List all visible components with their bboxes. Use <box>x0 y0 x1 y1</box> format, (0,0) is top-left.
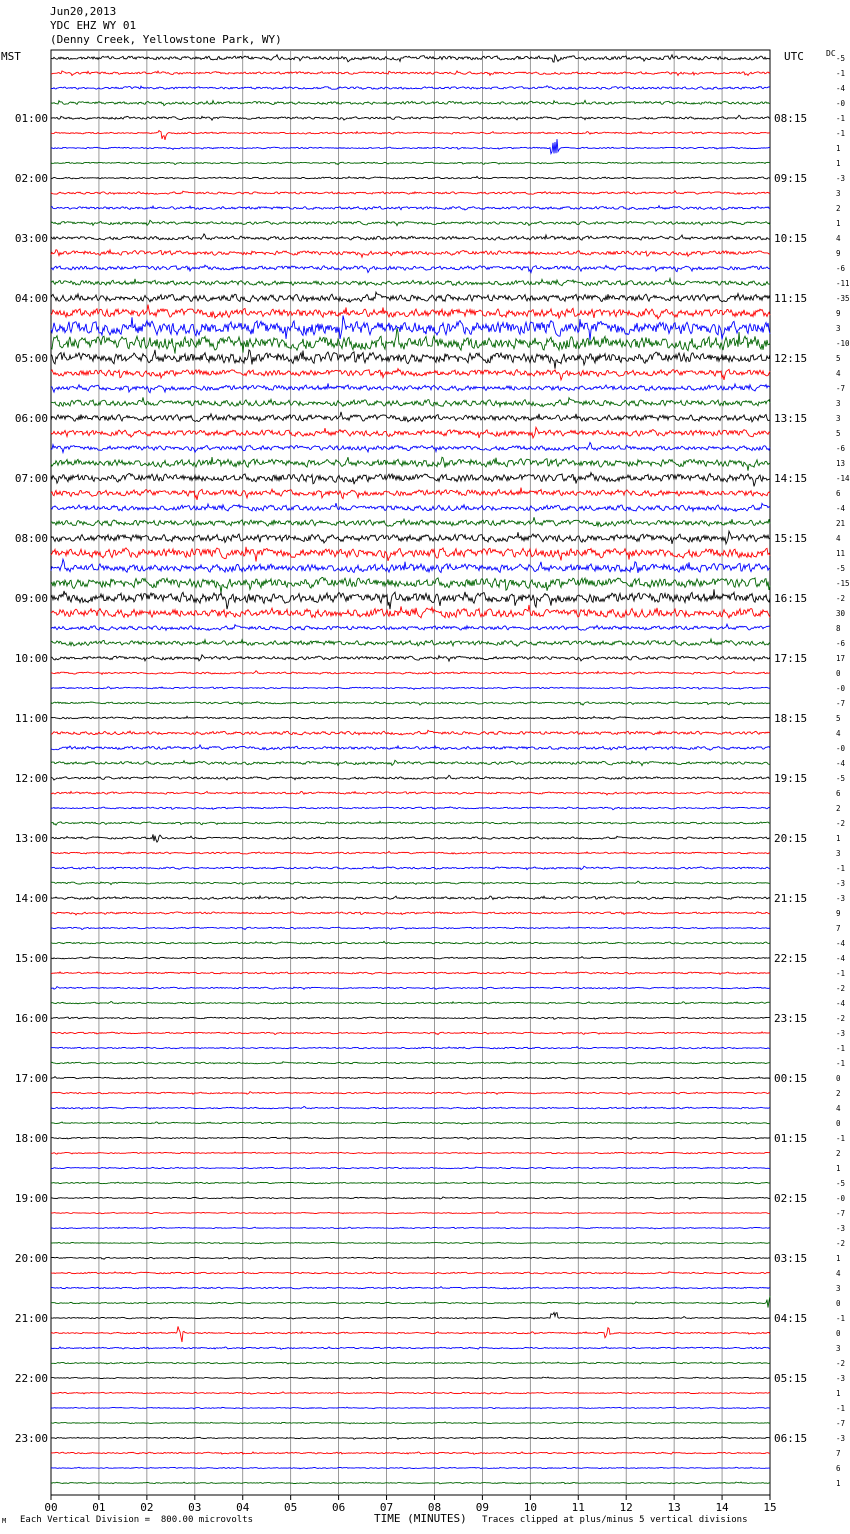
dc-label: DC <box>826 49 836 58</box>
left-time-label: 04:00 <box>14 292 48 305</box>
x-tick-label: 07 <box>379 1501 394 1514</box>
trace-row-37 <box>51 605 770 618</box>
clip-note: Traces clipped at plus/minus 5 vertical divisions <box>482 1515 748 1525</box>
dc-offset-label: -3 <box>836 879 846 888</box>
dc-offset-label: -5 <box>836 774 846 783</box>
dc-offset-label: 4 <box>836 369 841 378</box>
trace-row-62 <box>51 987 770 990</box>
trace-row-76 <box>51 1197 770 1199</box>
right-time-label: 06:15 <box>774 1432 808 1445</box>
x-tick-label: 02 <box>140 1501 154 1514</box>
dc-offset-label: -2 <box>836 1014 846 1023</box>
trace-row-63 <box>51 1001 770 1004</box>
dc-offset-label: 3 <box>836 414 841 423</box>
trace-row-3 <box>51 100 770 105</box>
dc-offset-label: 1 <box>836 219 841 228</box>
dc-offset-label: -7 <box>836 1419 846 1428</box>
dc-offset-label: -7 <box>836 1209 846 1218</box>
left-time-label: 02:00 <box>14 172 48 185</box>
dc-offset-label: -6 <box>836 264 846 273</box>
left-time-label: 21:00 <box>14 1312 48 1325</box>
trace-row-24 <box>51 412 770 422</box>
right-time-label: 21:15 <box>774 892 808 905</box>
dc-offset-label: -4 <box>836 939 846 948</box>
right-time-label: 04:15 <box>774 1312 808 1325</box>
trace-row-78 <box>51 1227 770 1229</box>
left-time-label: 20:00 <box>14 1252 48 1265</box>
dc-offset-label: 2 <box>836 1149 841 1158</box>
dc-offset-label: -2 <box>836 819 846 828</box>
left-time-label: 11:00 <box>14 712 48 725</box>
dc-offset-label: -4 <box>836 999 846 1008</box>
left-timezone-label: MST <box>1 50 21 63</box>
x-tick-label: 10 <box>523 1501 537 1514</box>
trace-row-85 <box>51 1326 770 1342</box>
dc-offset-label: 1 <box>836 834 841 843</box>
dc-offset-label: -4 <box>836 954 846 963</box>
left-time-label: 06:00 <box>14 412 48 425</box>
trace-row-47 <box>51 760 770 765</box>
left-time-label: 01:00 <box>14 112 48 125</box>
left-time-label: 14:00 <box>14 892 48 905</box>
dc-offset-label: -3 <box>836 1029 846 1038</box>
dc-offset-label: 1 <box>836 159 841 168</box>
x-tick-label: 14 <box>715 1501 729 1514</box>
trace-row-15 <box>51 279 770 286</box>
dc-offset-label: -1 <box>836 864 846 873</box>
trace-row-57 <box>51 912 770 915</box>
scale-note: Each Vertical Division = 800.00 microvolts <box>20 1515 253 1525</box>
right-time-label: 03:15 <box>774 1252 808 1265</box>
dc-offset-label: -6 <box>836 639 846 648</box>
dc-offset-label: -1 <box>836 129 846 138</box>
trace-row-64 <box>51 1017 770 1019</box>
dc-offset-label: 30 <box>836 609 846 618</box>
dc-offset-label: 2 <box>836 204 841 213</box>
trace-row-82 <box>51 1287 770 1289</box>
dc-offset-label: 6 <box>836 489 841 498</box>
dc-offset-label: -2 <box>836 1239 846 1248</box>
left-time-label: 13:00 <box>14 832 48 845</box>
trace-row-5 <box>51 131 770 140</box>
dc-offset-label: -3 <box>836 174 846 183</box>
dc-offset-label: -2 <box>836 1359 846 1368</box>
dc-offset-label: 3 <box>836 324 841 333</box>
trace-row-94 <box>51 1467 770 1469</box>
x-tick-label: 09 <box>475 1501 490 1514</box>
dc-offset-label: 9 <box>836 909 841 918</box>
trace-row-56 <box>51 896 770 900</box>
dc-offset-label: -14 <box>836 474 850 483</box>
trace-row-72 <box>51 1137 770 1139</box>
left-time-label: 08:00 <box>14 532 48 545</box>
right-time-label: 15:15 <box>774 532 808 545</box>
dc-offset-label: 7 <box>836 1449 841 1458</box>
x-axis-title: TIME (MINUTES) <box>374 1512 467 1525</box>
dc-offset-label: -0 <box>836 744 846 753</box>
seismogram-traces <box>51 55 770 1484</box>
trace-row-25 <box>51 427 770 438</box>
trace-row-48 <box>51 775 770 780</box>
dc-offset-label: -5 <box>836 564 846 573</box>
trace-row-29 <box>51 488 770 500</box>
trace-row-16 <box>51 292 770 302</box>
trace-row-75 <box>51 1182 770 1184</box>
x-tick-label: 06 <box>331 1501 346 1514</box>
right-time-label: 02:15 <box>774 1192 808 1205</box>
dc-offset-label: 4 <box>836 534 841 543</box>
dc-offset-label: 6 <box>836 789 841 798</box>
trace-row-84 <box>51 1313 770 1320</box>
dc-offset-label: -11 <box>836 279 850 288</box>
trace-row-54 <box>51 866 770 869</box>
trace-row-87 <box>51 1362 770 1364</box>
dc-offset-label: 0 <box>836 1299 841 1308</box>
trace-row-38 <box>51 624 770 630</box>
trace-row-27 <box>51 457 770 471</box>
trace-row-20 <box>51 350 770 369</box>
dc-offset-label: 1 <box>836 144 841 153</box>
location-title: (Denny Creek, Yellowstone Park, WY) <box>50 33 282 46</box>
trace-row-28 <box>51 473 770 487</box>
left-time-label: 07:00 <box>14 472 48 485</box>
dc-offset-label: 4 <box>836 729 841 738</box>
left-time-label: 05:00 <box>14 352 48 365</box>
dc-offset-label: 3 <box>836 1284 841 1293</box>
trace-row-44 <box>51 716 770 719</box>
right-time-label: 23:15 <box>774 1012 808 1025</box>
right-time-label: 17:15 <box>774 652 808 665</box>
trace-row-39 <box>51 639 770 646</box>
trace-row-61 <box>51 972 770 975</box>
trace-row-7 <box>51 162 770 165</box>
dc-offset-label: -7 <box>836 384 846 393</box>
dc-offset-label: -4 <box>836 759 846 768</box>
dc-offset-label: -4 <box>836 504 846 513</box>
dc-offset-label: -1 <box>836 1044 846 1053</box>
trace-row-59 <box>51 941 770 944</box>
dc-offset-label: -1 <box>836 1404 846 1413</box>
left-time-label: 19:00 <box>14 1192 48 1205</box>
right-time-label: 12:15 <box>774 352 808 365</box>
dc-offset-label: -3 <box>836 1224 846 1233</box>
dc-offset-label: 1 <box>836 1389 841 1398</box>
trace-row-31 <box>51 517 770 526</box>
left-time-label: 23:00 <box>14 1432 48 1445</box>
trace-row-93 <box>51 1452 770 1454</box>
trace-row-0 <box>51 55 770 62</box>
right-time-label: 08:15 <box>774 112 808 125</box>
trace-row-11 <box>51 220 770 225</box>
left-time-label: 09:00 <box>14 592 48 605</box>
trace-row-70 <box>51 1106 770 1109</box>
x-tick-label: 13 <box>667 1501 681 1514</box>
dc-offset-label: -0 <box>836 99 846 108</box>
trace-row-60 <box>51 957 770 959</box>
trace-row-19 <box>51 328 770 354</box>
right-time-label: 20:15 <box>774 832 808 845</box>
trace-row-89 <box>51 1392 770 1394</box>
dc-offset-label: 0 <box>836 1329 841 1338</box>
dc-offset-label: -5 <box>836 54 846 63</box>
right-time-label: 19:15 <box>774 772 808 785</box>
trace-row-71 <box>51 1122 770 1124</box>
trace-row-68 <box>51 1077 770 1079</box>
trace-row-46 <box>51 745 770 750</box>
trace-row-69 <box>51 1092 770 1095</box>
left-time-label: 22:00 <box>14 1372 48 1385</box>
trace-row-6 <box>51 139 770 153</box>
dc-offset-label: -10 <box>836 339 850 348</box>
trace-row-81 <box>51 1272 770 1274</box>
left-time-label: 18:00 <box>14 1132 48 1145</box>
dc-offset-label: 1 <box>836 1479 841 1488</box>
right-time-label: 00:15 <box>774 1072 808 1085</box>
x-tick-label: 04 <box>236 1501 250 1514</box>
dc-offset-label: -1 <box>836 114 846 123</box>
right-time-label: 18:15 <box>774 712 808 725</box>
dc-offset-label: -1 <box>836 1314 846 1323</box>
trace-row-36 <box>51 589 770 609</box>
left-time-label: 03:00 <box>14 232 48 245</box>
dc-offset-label: -1 <box>836 69 846 78</box>
dc-offset-label: 8 <box>836 624 841 633</box>
trace-row-17 <box>51 305 770 319</box>
trace-row-92 <box>51 1437 770 1440</box>
dc-offset-label: -2 <box>836 594 846 603</box>
dc-offset-label: -35 <box>836 294 850 303</box>
right-time-label: 01:15 <box>774 1132 808 1145</box>
trace-row-10 <box>51 206 770 210</box>
dc-offset-label: 4 <box>836 1104 841 1113</box>
right-time-label: 22:15 <box>774 952 808 965</box>
right-time-label: 16:15 <box>774 592 808 605</box>
x-tick-label: 03 <box>188 1501 202 1514</box>
trace-row-83 <box>51 1296 770 1308</box>
dc-offset-label: 5 <box>836 354 841 363</box>
trace-row-52 <box>51 834 770 842</box>
dc-offset-label: 2 <box>836 804 841 813</box>
trace-row-30 <box>51 503 770 511</box>
dc-offset-label: -7 <box>836 699 846 708</box>
dc-offset-label: 17 <box>836 654 846 663</box>
dc-offset-label: 11 <box>836 549 846 558</box>
trace-row-79 <box>51 1242 770 1244</box>
trace-row-4 <box>51 115 770 120</box>
trace-row-86 <box>51 1347 770 1349</box>
trace-row-73 <box>51 1152 770 1154</box>
left-time-label: 15:00 <box>14 952 48 965</box>
dc-offset-label: -4 <box>836 84 846 93</box>
x-tick-label: 15 <box>763 1501 777 1514</box>
right-time-label: 09:15 <box>774 172 808 185</box>
trace-row-21 <box>51 369 770 380</box>
trace-row-1 <box>51 71 770 76</box>
x-tick-label: 11 <box>571 1501 585 1514</box>
dc-offset-label: 7 <box>836 924 841 933</box>
x-tick-label: 08 <box>427 1501 442 1514</box>
dc-offset-label: -3 <box>836 1374 846 1383</box>
trace-row-88 <box>51 1377 770 1379</box>
dc-offset-label: 5 <box>836 429 841 438</box>
x-tick-label: 00 <box>44 1501 58 1514</box>
dc-offset-label: -15 <box>836 579 850 588</box>
trace-row-67 <box>51 1062 770 1064</box>
dc-offset-label: 0 <box>836 669 841 678</box>
station-title: YDC EHZ WY 01 <box>50 19 137 32</box>
dc-offset-label: 3 <box>836 189 841 198</box>
dc-offset-label: -3 <box>836 1434 846 1443</box>
trace-row-40 <box>51 655 770 661</box>
trace-row-74 <box>51 1167 770 1169</box>
right-time-label: 05:15 <box>774 1372 808 1385</box>
dc-offset-label: -3 <box>836 894 846 903</box>
dc-offset-label: -0 <box>836 684 846 693</box>
trace-row-55 <box>51 881 770 885</box>
trace-row-43 <box>51 702 770 706</box>
trace-row-32 <box>51 531 770 544</box>
trace-row-8 <box>51 176 770 179</box>
dc-offset-label: -1 <box>836 1134 846 1143</box>
dc-offset-label: 3 <box>836 849 841 858</box>
trace-row-12 <box>51 234 770 240</box>
trace-row-95 <box>51 1482 770 1484</box>
trace-row-58 <box>51 927 770 930</box>
left-time-label: 16:00 <box>14 1012 48 1025</box>
left-time-label: 12:00 <box>14 772 48 785</box>
right-timezone-label: UTC <box>784 50 804 63</box>
trace-row-42 <box>51 687 770 690</box>
trace-row-22 <box>51 383 770 392</box>
dc-offset-label: 9 <box>836 309 841 318</box>
trace-row-35 <box>51 577 770 593</box>
trace-row-49 <box>51 791 770 795</box>
x-tick-label: 12 <box>619 1501 633 1514</box>
trace-row-91 <box>51 1422 770 1424</box>
date-title: Jun20,2013 <box>50 5 117 18</box>
trace-row-41 <box>51 671 770 675</box>
dc-offset-label: -1 <box>836 969 846 978</box>
trace-row-33 <box>51 547 770 562</box>
dc-offset-label: 2 <box>836 1089 841 1098</box>
dc-offset-label: 5 <box>836 714 841 723</box>
trace-row-77 <box>51 1212 770 1214</box>
trace-row-23 <box>51 397 770 406</box>
left-time-label: 10:00 <box>14 652 48 665</box>
dc-offset-label: -2 <box>836 984 846 993</box>
dc-offset-label: -0 <box>836 1194 846 1203</box>
trace-row-2 <box>51 86 770 90</box>
dc-offset-label: -1 <box>836 1059 846 1068</box>
trace-row-45 <box>51 730 770 735</box>
dc-offset-label: -6 <box>836 444 846 453</box>
right-time-label: 11:15 <box>774 292 808 305</box>
trace-row-18 <box>51 316 770 341</box>
trace-row-9 <box>51 191 770 195</box>
dc-offset-label: -5 <box>836 1179 846 1188</box>
dc-offset-label: 9 <box>836 249 841 258</box>
dc-offset-label: 0 <box>836 1119 841 1128</box>
trace-row-13 <box>51 250 770 258</box>
x-tick-label: 01 <box>92 1501 106 1514</box>
dc-offset-label: 13 <box>836 459 846 468</box>
left-time-label: 17:00 <box>14 1072 48 1085</box>
dc-offset-label: 0 <box>836 1074 841 1083</box>
dc-offset-label: 3 <box>836 399 841 408</box>
trace-row-80 <box>51 1257 770 1259</box>
x-tick-label: 05 <box>284 1501 298 1514</box>
trace-row-53 <box>51 851 770 854</box>
trace-row-34 <box>51 559 770 573</box>
corner-mark: M <box>2 1517 7 1525</box>
dc-offset-label: 3 <box>836 1344 841 1353</box>
dc-offset-label: 21 <box>836 519 846 528</box>
right-time-label: 10:15 <box>774 232 808 245</box>
dc-offset-label: 1 <box>836 1164 841 1173</box>
right-time-label: 13:15 <box>774 412 808 425</box>
dc-offset-label: 6 <box>836 1464 841 1473</box>
right-time-label: 14:15 <box>774 472 808 485</box>
trace-row-51 <box>51 821 770 825</box>
dc-offset-label: 1 <box>836 1254 841 1263</box>
dc-offset-label: 4 <box>836 1269 841 1278</box>
trace-row-50 <box>51 807 770 810</box>
axis-labels <box>15 54 850 1514</box>
trace-row-26 <box>51 443 770 453</box>
trace-row-14 <box>51 265 770 272</box>
trace-row-66 <box>51 1047 770 1049</box>
trace-row-65 <box>51 1032 770 1035</box>
trace-row-90 <box>51 1407 770 1409</box>
dc-offset-label: 4 <box>836 234 841 243</box>
